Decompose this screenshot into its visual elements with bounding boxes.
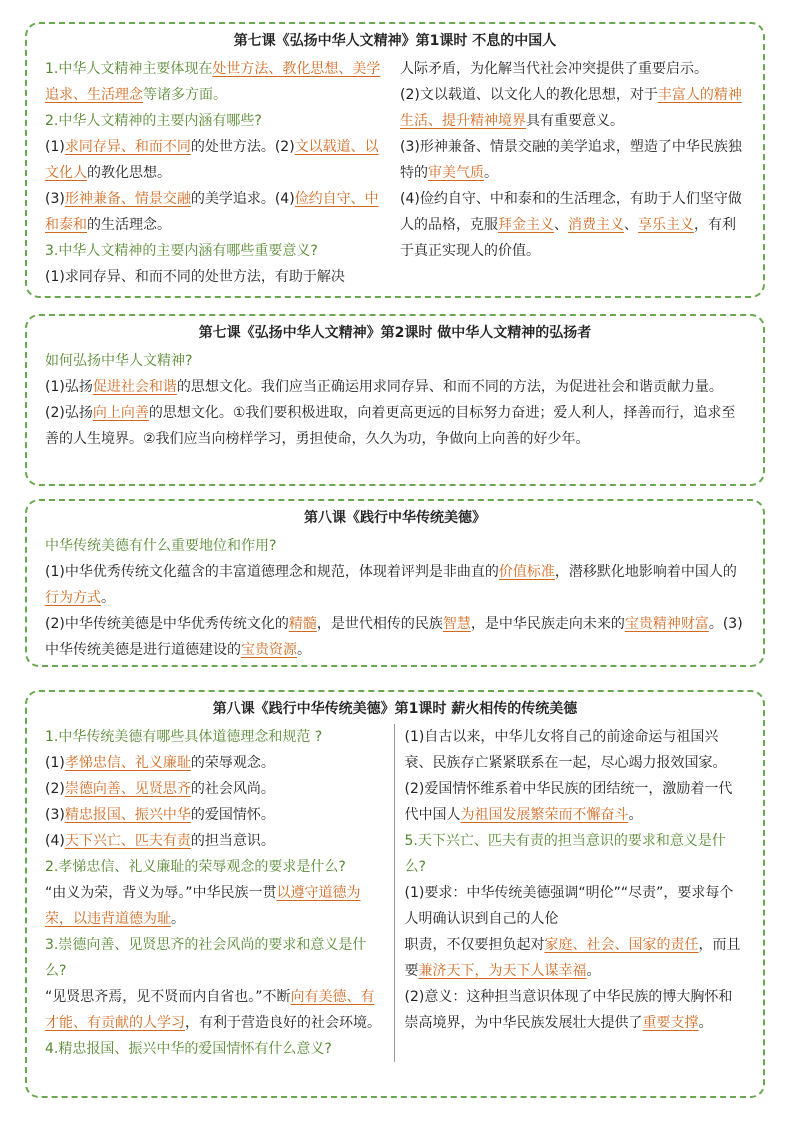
text-span: 3.崇德向善、见贤思齐的社会风尚的要求和意义是什么?	[45, 937, 367, 979]
card-title: 第八课《践行中华传统美德》	[304, 510, 486, 526]
highlighted-keyword: 求同存异、和而不同	[64, 139, 191, 155]
question-heading	[45, 533, 745, 559]
answer-paragraph	[405, 776, 746, 828]
question-heading	[405, 828, 746, 880]
text-span: (3)形神兼备、情景交融的美学追求，塑造了中华民族独特的	[400, 139, 742, 181]
highlighted-keyword: 精髓	[288, 616, 317, 632]
highlighted-keyword: 消费主义	[568, 217, 624, 233]
text-span: 的思想文化。我们应当正确运用求同存异、和而不同的方法，为促进社会和谐贡献力量。	[176, 379, 723, 395]
text-span: (3)	[45, 807, 65, 823]
text-span: 等诸多方面。	[143, 87, 227, 103]
text-span: 。(3)中华传统美德是进行道德建设的	[45, 616, 743, 658]
answer-paragraph	[45, 828, 386, 854]
text-span: (4)俭约自守、中和泰和的生活理念，有助于人们坚守做人的品格，克服	[400, 191, 742, 233]
highlighted-keyword: 家庭、社会、国家的责任	[544, 937, 699, 953]
text-span: 1.中华传统美德有哪些具体道德理念和规范 ?	[45, 729, 323, 745]
highlighted-keyword: 精忠报国、振兴中华	[64, 807, 191, 823]
text-span: 的教化思想。	[87, 165, 171, 181]
text-span: ，是中华民族走向未来的	[470, 616, 625, 632]
answer-paragraph	[45, 186, 390, 238]
lesson7-2-card	[25, 314, 765, 486]
answer-paragraph	[45, 750, 386, 776]
text-span: 5.天下兴亡、匹夫有责的担当意识的要求和意义是什么?	[404, 833, 726, 875]
text-span: 的社会风尚。	[190, 781, 275, 797]
text-span: (2)意义：这种担当意识体现了中华民族的博大胸怀和崇高境界，为中华民族发展壮大提供了	[404, 989, 733, 1031]
answer-paragraph	[400, 56, 745, 82]
highlighted-keyword: 崇德向善、见贤思齐	[64, 781, 191, 797]
lesson8-card	[25, 499, 765, 667]
highlighted-keyword: 价值标准	[498, 564, 555, 580]
highlighted-keyword: 孝悌忠信、礼义廉耻	[64, 755, 191, 771]
highlighted-keyword: 兼济天下，为天下人谋幸福	[418, 963, 587, 979]
text-span: 。	[586, 963, 601, 979]
card-body	[45, 348, 745, 452]
highlighted-keyword: 向有美德、有才能、有贡献的人学习	[45, 989, 375, 1031]
text-span: (1)中华优秀传统文化蕴含的丰富道德理念和规范，体现着评判是非曲直的	[45, 564, 499, 580]
text-span: 的担当意识。	[190, 833, 275, 849]
question-heading	[45, 108, 390, 134]
text-span: 具有重要意义。	[526, 113, 624, 129]
question-heading	[45, 932, 386, 984]
text-span: “由义为荣，背义为辱。”中华民族一贯	[45, 885, 277, 901]
highlighted-keyword: 重要支撑	[642, 1015, 699, 1031]
right-column	[400, 56, 745, 290]
question-heading	[45, 724, 386, 750]
text-span: ，有利于真正实现人的价值。	[400, 217, 736, 259]
right-column	[405, 724, 746, 1062]
text-span: (1)要求：中华传统美德强调“明伦”“尽责”，要求每个人明确认识到自己的人伦	[404, 885, 734, 927]
highlighted-keyword: 审美气质	[428, 165, 484, 181]
text-span: 如何弘扬中华人文精神?	[45, 353, 193, 369]
answer-paragraph	[45, 802, 386, 828]
answer-paragraph	[45, 611, 745, 663]
highlighted-keyword: 宝贵精神财富	[624, 616, 709, 632]
question-heading	[45, 1036, 386, 1062]
question-heading	[45, 348, 745, 374]
text-span: 的思想文化。①我们要积极进取，向着更高更远的目标努力奋进；爱人利人，择善而行，追求至善的人生境界。②我们应当向榜样学习，勇担使命，久久为功，争做向上向善的好少年。	[45, 405, 736, 447]
text-span: ，而且要	[404, 937, 741, 979]
text-span: 的爱国情怀。	[190, 807, 275, 823]
highlighted-keyword: 促进社会和谐	[92, 379, 177, 395]
question-heading	[45, 56, 390, 108]
text-span: (1)自古以来，中华儿女将自己的前途命运与祖国兴衰、民族存亡紧紧联系在一起，尽心竭力报效国家。	[404, 729, 727, 771]
text-span: 中华传统美德有什么重要地位和作用?	[45, 538, 277, 554]
text-span: (3)	[45, 191, 65, 207]
lesson7-1-card	[25, 22, 765, 298]
question-heading	[45, 238, 390, 264]
answer-paragraph	[400, 82, 745, 134]
text-span: (2)文以载道、以文化人的教化思想，对于	[400, 87, 658, 103]
answer-paragraph	[45, 400, 745, 452]
answer-paragraph	[45, 264, 390, 290]
highlighted-keyword: 行为方式	[45, 590, 101, 606]
answer-paragraph	[400, 186, 745, 264]
answer-paragraph	[45, 374, 745, 400]
answer-paragraph	[405, 932, 746, 984]
left-column	[45, 724, 395, 1062]
highlighted-keyword: 享乐主义	[638, 217, 694, 233]
answer-paragraph	[405, 880, 746, 932]
answer-paragraph	[400, 134, 745, 186]
highlighted-keyword: 拜金主义	[498, 217, 554, 233]
text-span: (1)	[45, 139, 65, 155]
text-span: 的生活理念。	[87, 217, 171, 233]
text-span: (1)弘扬	[45, 379, 93, 395]
question-heading	[45, 854, 386, 880]
text-span: 的荣辱观念。	[190, 755, 275, 771]
answer-paragraph	[45, 880, 386, 932]
highlighted-keyword: 丰富人的精神生活、提升精神境界	[400, 87, 742, 129]
highlighted-keyword: 处世方法、教化思想、美学追求、生活理念	[45, 61, 381, 103]
answer-paragraph	[405, 724, 746, 776]
text-span: 。	[628, 807, 643, 823]
answer-paragraph	[45, 559, 745, 611]
answer-paragraph	[405, 984, 746, 1036]
text-span: ，是世代相传的民族	[316, 616, 443, 632]
card-title: 第八课《践行中华传统美德》第1课时 薪火相传的传统美德	[212, 701, 578, 717]
text-span: 、	[624, 217, 638, 233]
answer-paragraph	[45, 776, 386, 802]
text-span: 2.孝悌忠信、礼义廉耻的荣辱观念的要求是什么?	[45, 859, 346, 875]
text-span: 的美学追求。(4)	[190, 191, 295, 207]
highlighted-keyword: 俭约自守、中和泰和	[45, 191, 379, 233]
text-span: ，潜移默化地影响着中国人的	[554, 564, 737, 580]
text-span: (1)	[45, 755, 65, 771]
lesson8-1-card	[25, 690, 765, 1098]
answer-paragraph	[45, 134, 390, 186]
highlighted-keyword: 文以载道、以文化人	[45, 139, 379, 181]
highlighted-keyword: 天下兴亡、匹夫有责	[64, 833, 191, 849]
text-span: ，有利于营造良好的社会环境。	[185, 1015, 381, 1031]
text-span: 的处世方法。(2)	[190, 139, 295, 155]
text-span: (2)中华传统美德是中华优秀传统文化的	[45, 616, 289, 632]
text-span: 1.中华人文精神主要体现在	[45, 61, 213, 77]
highlighted-keyword: 宝贵资源	[241, 642, 297, 658]
text-span: 3.中华人文精神的主要内涵有哪些重要意义?	[45, 243, 318, 259]
highlighted-keyword: 智慧	[442, 616, 471, 632]
text-span: 。	[698, 1015, 713, 1031]
text-span: 人际矛盾，为化解当代社会冲突提供了重要启示。	[400, 61, 708, 77]
highlighted-keyword: 以遵守道德为荣，以违背道德为耻	[45, 885, 361, 927]
answer-paragraph	[45, 984, 386, 1036]
text-span: 。	[171, 911, 185, 927]
text-span: (4)	[45, 833, 65, 849]
card-title: 第七课《弘扬中华人文精神》第1课时 不息的中国人	[233, 33, 557, 49]
highlighted-keyword: 为祖国发展繁荣而不懈奋斗	[460, 807, 629, 823]
text-span: 、	[554, 217, 568, 233]
highlighted-keyword: 形神兼备、情景交融	[64, 191, 191, 207]
text-span: 职责，不仅要担负起对	[404, 937, 545, 953]
text-span: 。	[101, 590, 115, 606]
highlighted-keyword: 向上向善	[92, 405, 149, 421]
card-title: 第七课《弘扬中华人文精神》第2课时 做中华人文精神的弘扬者	[198, 325, 592, 341]
text-span: 2.中华人文精神的主要内涵有哪些?	[45, 113, 262, 129]
text-span: 。	[484, 165, 498, 181]
text-span: “见贤思齐焉，见不贤而内自省也。”不断	[45, 989, 291, 1005]
text-span: 。	[297, 642, 311, 658]
text-span: (1)求同存异、和而不同的处世方法，有助于解决	[45, 269, 345, 285]
card-body	[45, 533, 745, 663]
text-span: (2)	[45, 781, 65, 797]
left-column	[45, 56, 390, 290]
text-span: (2)爱国情怀维系着中华民族的团结统一，激励着一代代中国人	[404, 781, 733, 823]
text-span: 4.精忠报国、振兴中华的爱国情怀有什么意义?	[45, 1041, 332, 1057]
text-span: (2)弘扬	[45, 405, 93, 421]
